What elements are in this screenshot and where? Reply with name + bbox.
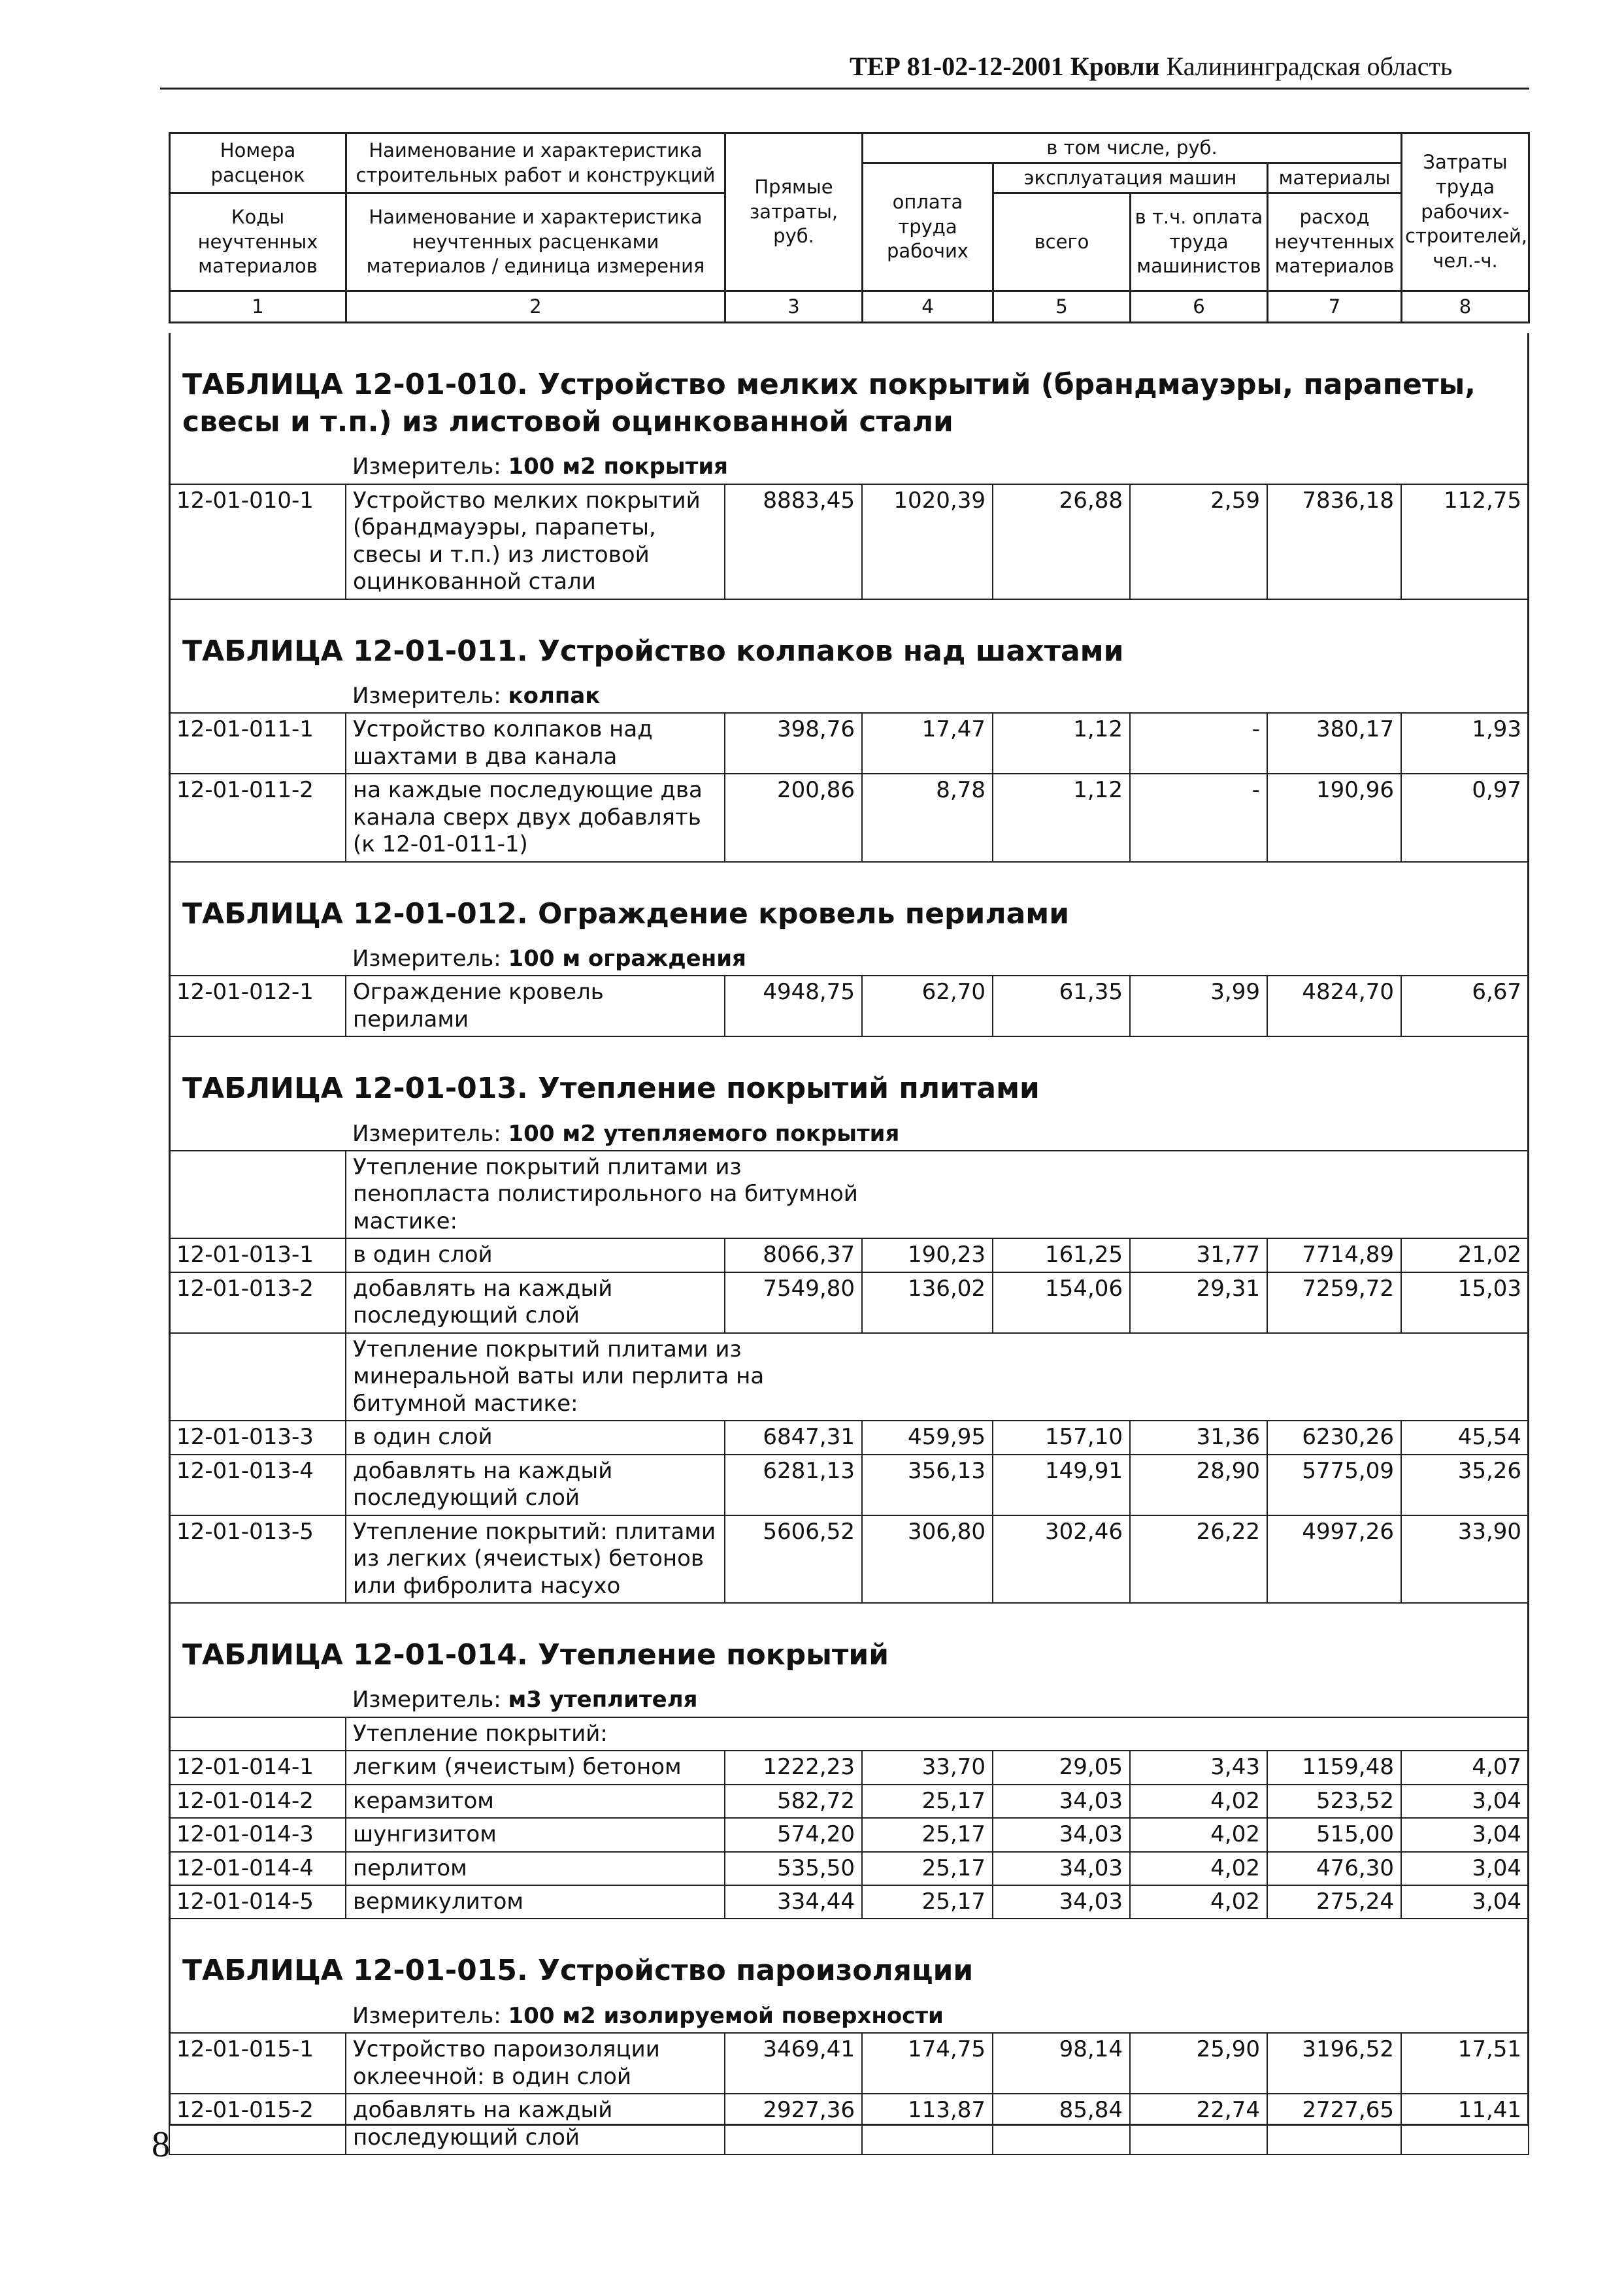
table-row — [169, 976, 1529, 1036]
subgroup-heading: Утепление покрытий: — [346, 1717, 1529, 1751]
materials-cost: 275,24 — [1267, 1885, 1401, 1919]
direct-costs: 398,76 — [725, 713, 862, 774]
labor-hours: 112,75 — [1401, 484, 1529, 599]
machinist-wages: 3,43 — [1130, 1751, 1267, 1784]
measure-unit: Измеритель: колпак — [346, 679, 1529, 713]
direct-costs: 582,72 — [725, 1785, 862, 1818]
table-row — [169, 1852, 1529, 1885]
labor-hours: 6,67 — [1401, 976, 1529, 1036]
materials-cost: 7259,72 — [1267, 1272, 1401, 1333]
machine-total: 26,88 — [993, 484, 1130, 599]
table-row — [169, 1818, 1529, 1851]
column-number: 3 — [725, 291, 863, 323]
machinist-wages: 2,59 — [1130, 484, 1267, 599]
page-number: 8 — [152, 2124, 170, 2165]
direct-costs: 2927,36 — [725, 2094, 862, 2154]
rate-description: Устройство мелких покрытий (брандмауэры, парапеты, свесы и т.п.) из листовой оцинкованной стали — [346, 484, 725, 599]
rate-code: 12-01-014-1 — [169, 1751, 346, 1784]
rate-description: Устройство пароизоляции оклеечной: в один слой — [346, 2033, 725, 2094]
machine-total: 149,91 — [993, 1455, 1130, 1515]
worker-wages: 25,17 — [862, 1885, 993, 1919]
rate-code: 12-01-011-2 — [169, 774, 346, 861]
running-head — [850, 51, 1452, 82]
worker-wages: 459,95 — [862, 1421, 993, 1454]
rate-description: Ограждение кровель перилами — [346, 976, 725, 1036]
rate-code: 12-01-013-5 — [169, 1515, 346, 1603]
machine-total: 34,03 — [993, 1852, 1130, 1885]
rate-code: 12-01-014-4 — [169, 1852, 346, 1885]
table-row — [169, 1785, 1529, 1818]
worker-wages: 356,13 — [862, 1455, 993, 1515]
worker-wages: 25,17 — [862, 1852, 993, 1885]
table-title: ТАБЛИЦА 12-01-014. Утепление покрытий — [182, 1638, 889, 1672]
materials-cost: 6230,26 — [1267, 1421, 1401, 1454]
header-rate-number: Номера расценок — [170, 133, 346, 193]
subgroup-heading: Утепление покрытий плитами из пенопласта полистирольного на битумной мастике: — [346, 1151, 1529, 1238]
header-material-codes: Коды неучтенных материалов — [170, 193, 346, 291]
materials-cost: 190,96 — [1267, 774, 1401, 861]
table-title: ТАБЛИЦА 12-01-011. Устройство колпаков над шахтами — [182, 634, 1124, 668]
direct-costs: 7549,80 — [725, 1272, 862, 1333]
direct-costs: 535,50 — [725, 1852, 862, 1885]
rate-description: в один слой — [346, 1421, 725, 1454]
labor-hours: 0,97 — [1401, 774, 1529, 861]
table-title: ТАБЛИЦА 12-01-015. Устройство пароизоляции — [182, 1954, 974, 1988]
machine-total: 98,14 — [993, 2033, 1130, 2094]
document-code: ТЕР 81-02-12-2001 — [850, 52, 1064, 81]
worker-wages: 174,75 — [862, 2033, 993, 2094]
machinist-wages: - — [1130, 713, 1267, 774]
materials-cost: 476,30 — [1267, 1852, 1401, 1885]
measure-unit: Измеритель: 100 м2 утепляемого покрытия — [346, 1117, 1529, 1151]
machine-total: 34,03 — [993, 1818, 1130, 1851]
table-row — [169, 1885, 1529, 1919]
worker-wages: 62,70 — [862, 976, 993, 1036]
rate-description: легким (ячеистым) бетоном — [346, 1751, 725, 1784]
header-including-group: в том числе, руб. — [863, 133, 1402, 163]
direct-costs: 574,20 — [725, 1818, 862, 1851]
header-material-consumption: расход неучтенных материалов — [1268, 193, 1402, 291]
direct-costs: 6847,31 — [725, 1421, 862, 1454]
table-row — [169, 1751, 1529, 1784]
materials-cost: 7836,18 — [1267, 484, 1401, 599]
machinist-wages: 4,02 — [1130, 1785, 1267, 1818]
labor-hours: 3,04 — [1401, 1852, 1529, 1885]
machinist-wages: 26,22 — [1130, 1515, 1267, 1603]
rate-description: на каждые последующие два канала сверх двух добавлять (к 12-01-011-1) — [346, 774, 725, 861]
subgroup-heading: Утепление покрытий плитами из минеральной ваты или перлита на битумной мастике: — [346, 1333, 1529, 1421]
table-row — [169, 1238, 1529, 1272]
table-row — [169, 484, 1529, 599]
machinist-wages: 3,99 — [1130, 976, 1267, 1036]
machinist-wages: 4,02 — [1130, 1818, 1267, 1851]
machine-total: 34,03 — [993, 1785, 1130, 1818]
machinist-wages: 25,90 — [1130, 2033, 1267, 2094]
labor-hours: 33,90 — [1401, 1515, 1529, 1603]
rate-description: керамзитом — [346, 1785, 725, 1818]
machinist-wages: 4,02 — [1130, 1885, 1267, 1919]
header-materials: материалы — [1268, 163, 1402, 193]
worker-wages: 25,17 — [862, 1818, 993, 1851]
worker-wages: 33,70 — [862, 1751, 993, 1784]
labor-hours: 45,54 — [1401, 1421, 1529, 1454]
rate-description: добавлять на каждый последующий слой — [346, 1272, 725, 1333]
worker-wages: 306,80 — [862, 1515, 993, 1603]
table-row — [169, 713, 1529, 774]
machine-total: 154,06 — [993, 1272, 1130, 1333]
header-machine-total: всего — [993, 193, 1131, 291]
rate-description: добавлять на каждый последующий слой — [346, 1455, 725, 1515]
column-number: 4 — [863, 291, 993, 323]
machinist-wages: 22,74 — [1130, 2094, 1267, 2154]
table-title: ТАБЛИЦА 12-01-010. Устройство мелких покрытий (брандмауэры, парапеты, свесы и т.п.) из листовой оцинкованной стали — [182, 368, 1476, 439]
measure-unit: Измеритель: м3 утеплителя — [346, 1683, 1529, 1717]
rate-code: 12-01-013-4 — [169, 1455, 346, 1515]
rate-description: перлитом — [346, 1852, 725, 1885]
labor-hours: 3,04 — [1401, 1885, 1529, 1919]
rate-code: 12-01-015-2 — [169, 2094, 346, 2154]
rates-table — [169, 333, 1529, 2155]
column-number: 8 — [1402, 291, 1529, 323]
labor-hours: 35,26 — [1401, 1455, 1529, 1515]
machinist-wages: 31,77 — [1130, 1238, 1267, 1272]
direct-costs: 8066,37 — [725, 1238, 862, 1272]
machine-total: 157,10 — [993, 1421, 1130, 1454]
machine-total: 34,03 — [993, 1885, 1130, 1919]
table-row — [169, 1421, 1529, 1454]
machinist-wages: 31,36 — [1130, 1421, 1267, 1454]
table-row — [169, 774, 1529, 861]
rate-description: добавлять на каждый последующий слой — [346, 2094, 725, 2154]
header-work-description: Наименование и характеристика строительных работ и конструкций — [346, 133, 725, 193]
machinist-wages: 4,02 — [1130, 1852, 1267, 1885]
direct-costs: 334,44 — [725, 1885, 862, 1919]
labor-hours: 1,93 — [1401, 713, 1529, 774]
materials-cost: 1159,48 — [1267, 1751, 1401, 1784]
header-material-description: Наименование и характеристика неучтенных расценками материалов / единица измерения — [346, 193, 725, 291]
materials-cost: 2727,65 — [1267, 2094, 1401, 2154]
header-machine-operation: эксплуатация машин — [993, 163, 1268, 193]
rate-description: вермикулитом — [346, 1885, 725, 1919]
direct-costs: 200,86 — [725, 774, 862, 861]
rate-description: Утепление покрытий: плитами из легких (ячеистых) бетонов или фибролита насухо — [346, 1515, 725, 1603]
rate-code: 12-01-012-1 — [169, 976, 346, 1036]
header-rule — [160, 88, 1529, 90]
materials-cost: 4824,70 — [1267, 976, 1401, 1036]
worker-wages: 136,02 — [862, 1272, 993, 1333]
column-number: 5 — [993, 291, 1131, 323]
table-row — [169, 1272, 1529, 1333]
labor-hours: 3,04 — [1401, 1818, 1529, 1851]
rate-code: 12-01-014-3 — [169, 1818, 346, 1851]
labor-hours: 15,03 — [1401, 1272, 1529, 1333]
materials-cost: 4997,26 — [1267, 1515, 1401, 1603]
machine-total: 1,12 — [993, 713, 1130, 774]
header-direct-costs: Прямые затраты, руб. — [725, 133, 863, 291]
direct-costs: 1222,23 — [725, 1751, 862, 1784]
worker-wages: 17,47 — [862, 713, 993, 774]
column-number: 6 — [1131, 291, 1268, 323]
labor-hours: 21,02 — [1401, 1238, 1529, 1272]
machine-total: 1,12 — [993, 774, 1130, 861]
table-row — [169, 1455, 1529, 1515]
worker-wages: 8,78 — [862, 774, 993, 861]
measure-unit: Измеритель: 100 м2 изолируемой поверхности — [346, 1999, 1529, 2033]
machinist-wages: 29,31 — [1130, 1272, 1267, 1333]
section-name: Кровли — [1070, 52, 1160, 81]
materials-cost: 515,00 — [1267, 1818, 1401, 1851]
direct-costs: 6281,13 — [725, 1455, 862, 1515]
rate-code: 12-01-015-1 — [169, 2033, 346, 2094]
machine-total: 29,05 — [993, 1751, 1130, 1784]
materials-cost: 7714,89 — [1267, 1238, 1401, 1272]
worker-wages: 113,87 — [862, 2094, 993, 2154]
machinist-wages: - — [1130, 774, 1267, 861]
worker-wages: 25,17 — [862, 1785, 993, 1818]
table-row — [169, 2094, 1529, 2154]
labor-hours: 17,51 — [1401, 2033, 1529, 2094]
machinist-wages: 28,90 — [1130, 1455, 1267, 1515]
machine-total: 85,84 — [993, 2094, 1130, 2154]
materials-cost: 523,52 — [1267, 1785, 1401, 1818]
column-number: 1 — [170, 291, 346, 323]
direct-costs: 5606,52 — [725, 1515, 862, 1603]
measure-unit: Измеритель: 100 м ограждения — [346, 942, 1529, 976]
direct-costs: 4948,75 — [725, 976, 862, 1036]
direct-costs: 8883,45 — [725, 484, 862, 599]
rate-code: 12-01-014-2 — [169, 1785, 346, 1818]
rate-code: 12-01-013-2 — [169, 1272, 346, 1333]
table-title: ТАБЛИЦА 12-01-013. Утепление покрытий плитами — [182, 1072, 1040, 1106]
machine-total: 161,25 — [993, 1238, 1130, 1272]
machine-total: 61,35 — [993, 976, 1130, 1036]
rate-code: 12-01-013-3 — [169, 1421, 346, 1454]
table-title: ТАБЛИЦА 12-01-012. Ограждение кровель перилами — [182, 897, 1070, 931]
header-machinist-wages: в т.ч. оплата труда машинистов — [1131, 193, 1268, 291]
header-worker-wages: оплата труда рабочих — [863, 163, 993, 291]
machine-total: 302,46 — [993, 1515, 1130, 1603]
labor-hours: 4,07 — [1401, 1751, 1529, 1784]
worker-wages: 1020,39 — [862, 484, 993, 599]
column-number: 7 — [1268, 291, 1402, 323]
region-name: Калининградская область — [1166, 52, 1453, 81]
rate-code: 12-01-010-1 — [169, 484, 346, 599]
direct-costs: 3469,41 — [725, 2033, 862, 2094]
column-header-table — [169, 132, 1530, 323]
table-row — [169, 1515, 1529, 1603]
rate-code: 12-01-011-1 — [169, 713, 346, 774]
column-number: 2 — [346, 291, 725, 323]
rate-code: 12-01-013-1 — [169, 1238, 346, 1272]
materials-cost: 5775,09 — [1267, 1455, 1401, 1515]
labor-hours: 11,41 — [1401, 2094, 1529, 2154]
rate-description: в один слой — [346, 1238, 725, 1272]
rate-description: шунгизитом — [346, 1818, 725, 1851]
materials-cost: 380,17 — [1267, 713, 1401, 774]
worker-wages: 190,23 — [862, 1238, 993, 1272]
labor-hours: 3,04 — [1401, 1785, 1529, 1818]
header-labor-hours: Затраты труда рабочих-строителей, чел.-ч. — [1402, 133, 1529, 291]
table-row — [169, 2033, 1529, 2094]
rate-code: 12-01-014-5 — [169, 1885, 346, 1919]
rate-description: Устройство колпаков над шахтами в два канала — [346, 713, 725, 774]
measure-unit: Измеритель: 100 м2 покрытия — [346, 450, 1529, 484]
materials-cost: 3196,52 — [1267, 2033, 1401, 2094]
